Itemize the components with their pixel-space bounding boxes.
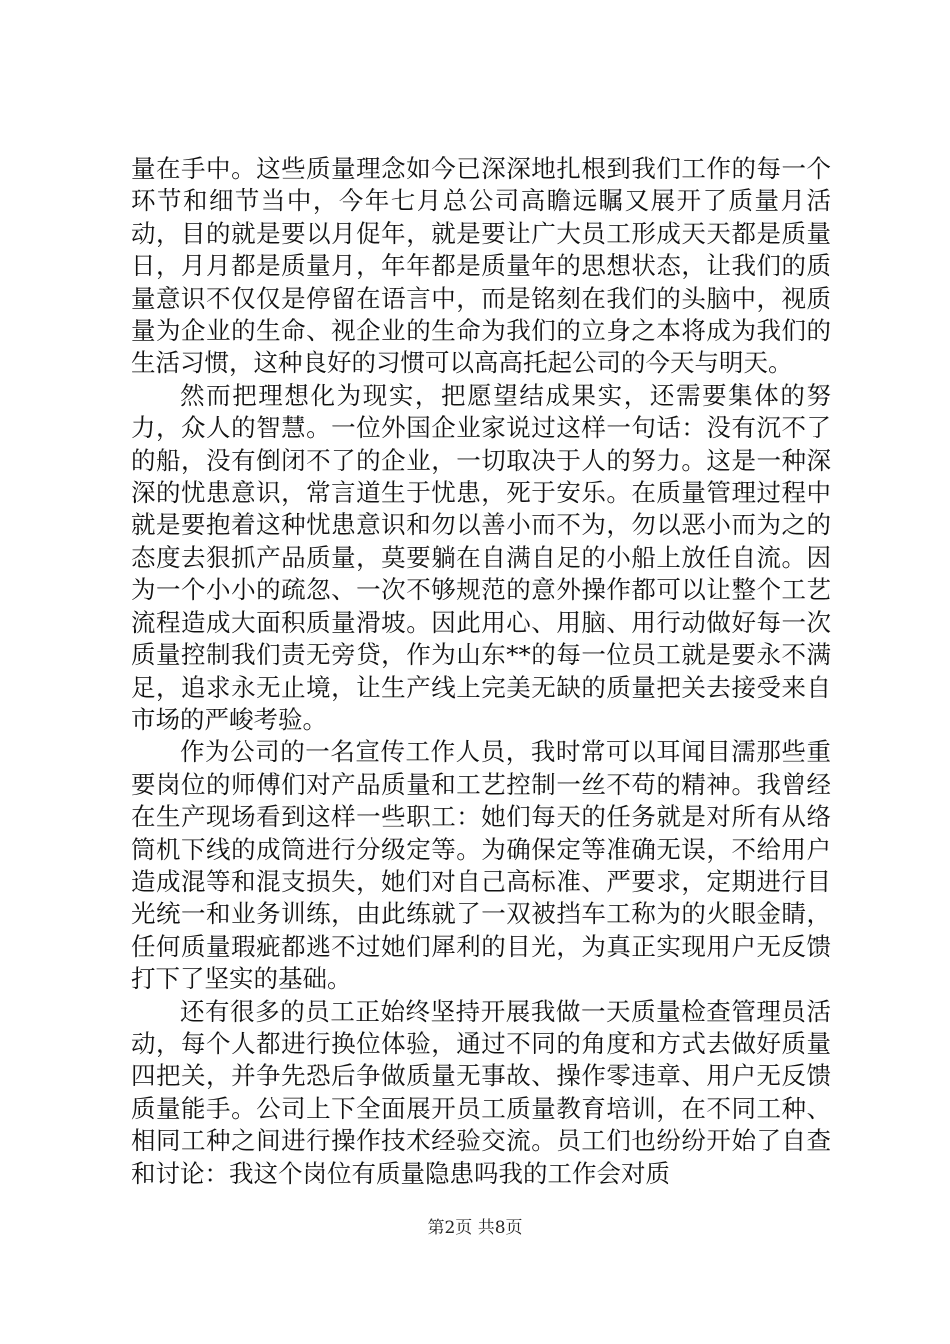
paragraph-1: 量在手中。这些质量理念如今已深深地扎根到我们工作的每一个环节和细节当中，今年七月总公司高瞻远瞩又展开了质量月活动，目的就是要以月促年，就是要让广大员工形成天天都是质量日，月月都是质量月，年年都是质量年的思想状态，让我们的质量意识不仅仅是停留在语言中，而是铭刻在我们的头脑中，视质量为企业的生命、视企业的生命为我们的立身之本将成为我们的生活习惯，这种良好的习惯可以高高托起公司的今天与明天。 [131, 154, 831, 378]
paragraph-3: 作为公司的一名宣传工作人员，我时常可以耳闻目濡那些重要岗位的师傅们对产品质量和工艺控制一丝不苟的精神。我曾经在生产现场看到这样一些职工：她们每天的任务就是对所有从络筒机下线的成筒进行分级定等。为确保定等准确无误，不给用户造成混等和混支损失，她们对自己高标准、严要求，定期进行目光统一和业务训练，由此练就了一双被挡车工称为的火眼金睛，任何质量瑕疵都逃不过她们犀利的目光，为真正实现用户无反馈打下了坚实的基础。 [131, 737, 831, 994]
paragraph-4: 还有很多的员工正始终坚持开展我做一天质量检查管理员活动，每个人都进行换位体验，通过不同的角度和方式去做好质量四把关，并争先恐后争做质量无事故、操作零违章、用户无反馈质量能手。公司上下全面展开员工质量教育培训，在不同工种、相同工种之间进行操作技术经验交流。员工们也纷纷开始了自查和讨论：我这个岗位有质量隐患吗我的工作会对质 [131, 996, 831, 1188]
paragraph-2: 然而把理想化为现实，把愿望结成果实，还需要集体的努力，众人的智慧。一位外国企业家说过这样一句话：没有沉不了的船，没有倒闭不了的企业，一切取决于人的努力。这是一种深深的忧患意识，常言道生于忧患，死于安乐。在质量管理过程中就是要抱着这种忧患意识和勿以善小而不为，勿以恶小而为之的态度去狠抓产品质量，莫要躺在自满自足的小船上放任自流。因为一个小小的疏忽、一次不够规范的意外操作都可以让整个工艺流程造成大面积质量滑坡。因此用心、用脑、用行动做好每一次质量控制我们责无旁贷，作为山东**的每一位员工就是要永不满足，追求永无止境，让生产线上完美无缺的质量把关去接受来自市场的严峻考验。 [131, 380, 831, 734]
document-body [131, 153, 831, 1190]
page-footer: 第2页 共8页 [427, 1218, 523, 1238]
